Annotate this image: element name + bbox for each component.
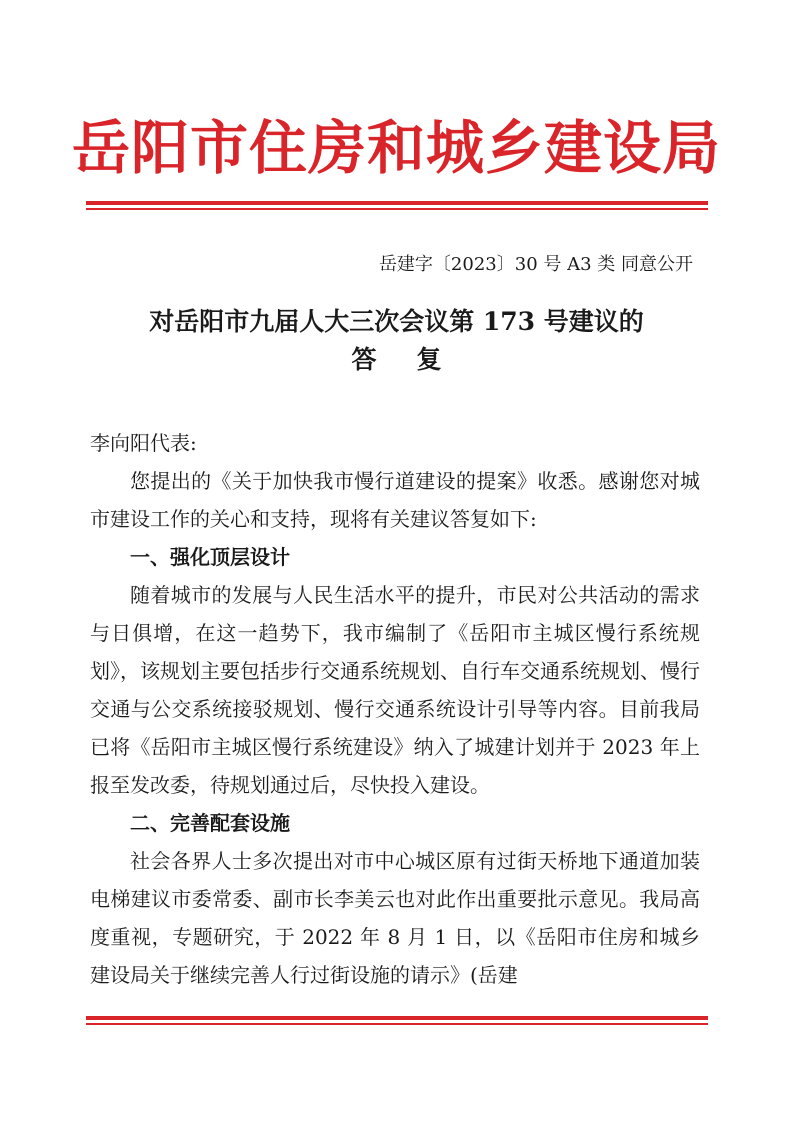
document-title-line2: 答复 — [351, 345, 482, 374]
salutation: 李向阳代表: — [90, 431, 197, 455]
org-letterhead: 岳阳市住房和城乡建设局 — [71, 114, 721, 182]
divider-thick-line — [86, 1016, 708, 1020]
header-divider — [86, 201, 708, 210]
divider-thick-line — [86, 201, 708, 205]
intro-paragraph: 您提出的《关于加快我市慢行道建设的提案》收悉。感谢您对城市建设工作的关心和支持，现将有关建议答复如下: — [90, 469, 700, 531]
divider-thin-line — [86, 208, 708, 210]
document-number: 岳建字〔2023〕30 号 A3 类 同意公开 — [378, 254, 693, 275]
divider-thin-line — [86, 1023, 708, 1025]
footer-divider — [86, 1016, 708, 1025]
section2-heading: 二、完善配套设施 — [130, 811, 290, 835]
section1-paragraph: 随着城市的发展与人民生活水平的提升，市民对公共活动的需求与日俱增，在这一趋势下，我市编制了《岳阳市主城区慢行系统规划》，该规划主要包括步行交通系统规划、自行车交通系统规划、慢行交通与公交系统接驳规划、慢行交通系统设计引导等内容。目前我局已将《岳阳市主城区慢行系统建设》纳入了城建计划并于 2023 年上报至发改委，待规划通过后，尽快投入建设。 — [90, 583, 700, 797]
document-body — [90, 424, 700, 994]
section1-heading: 一、强化顶层设计 — [130, 545, 290, 569]
document-title-line1: 对岳阳市九届人大三次会议第 173 号建议的 — [149, 307, 644, 336]
section2-paragraph: 社会各界人士多次提出对市中心城区原有过街天桥地下通道加装电梯建议市委常委、副市长李美云也对此作出重要批示意见。我局高度重视，专题研究，于 2022 年 8 月 1 日，以《岳阳市住房和城乡建设局关于继续完善人行过街设施的请示》(岳建 — [90, 849, 700, 987]
